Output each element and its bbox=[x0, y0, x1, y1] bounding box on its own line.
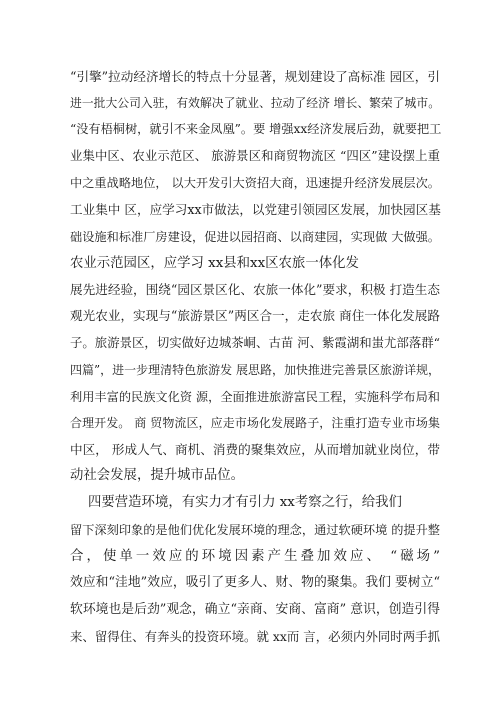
text-line: “引擎”拉动经济增长的特点十分显著，规划建设了高标准 园区，引 bbox=[70, 69, 440, 84]
text-line: “没有梧桐树，就引不来金凤凰”。要 增强xx经济发展后劲，就要把工 bbox=[70, 122, 442, 136]
text-line: 软环境也是后劲”观念，确立“亲商、安商、富商” 意识，创造引得 bbox=[70, 602, 440, 617]
text-line: 展先进经验，围绕“园区景区化、农旅一体化”要求，积极 打造生态 bbox=[70, 282, 440, 297]
text-line: 来、留得住、有奔头的投资环境。就 xx而 言，必须内外同时两手抓 bbox=[70, 629, 440, 644]
text-line: 动社会发展，提升城市品位。 bbox=[70, 468, 245, 483]
text-line: 效应和“洼地”效应，吸引了更多人、财、物的聚集。我们 要树立“ bbox=[70, 575, 440, 590]
text-line: 利用丰富的民族文化资 源，全面推进旅游富民工程，实施科学布局和 bbox=[70, 390, 440, 404]
text-line: 四篇”，进一步理清特色旅游发 展思路，加快推进完善景区旅游详规， bbox=[70, 363, 440, 377]
text-line: 观光农业，实现与“旅游景区”两区合一，走农旅 商住一体化发展路 bbox=[70, 308, 440, 323]
text-line: 工业集中 区，应学习xx市做法，以党建引领园区发展，加快园区基 bbox=[70, 202, 441, 217]
text-line: 合理开发。 商 贸物流区，应走市场化发展路子，注重打造专业市场集 bbox=[70, 416, 440, 430]
text-line: 留下深刻印象的是他们优化发展环境的理念，通过软硬环境 的提升整 bbox=[70, 523, 440, 537]
text-line: 进一批大公司入驻，有效解决了就业、拉动了经济 增长、繁荣了城市。 bbox=[70, 96, 440, 110]
text-line: 业集中区、农业示范区、 旅游景区和商贸物流区 “四区”建设摆上重 bbox=[70, 148, 440, 163]
text-line: 四要营造环境，有实力才有引力 xx考察之行，给我们 bbox=[88, 495, 402, 510]
text-line: 础设施和标准厂房建设，促进以园招商、以商建园，实现做 大做强。 bbox=[70, 230, 440, 244]
text-line: 农业示范园区，应学习 xx县和xx区农旅一体化发 bbox=[70, 256, 359, 271]
text-line: 子。旅游景区，切实做好边城茶峒、古苗 河、紫霞湖和蚩尤部落群“ bbox=[70, 335, 440, 350]
text-line: 中之重战略地位， 以大开发引大资招大商，迅速提升经济发展层次。 bbox=[70, 176, 440, 190]
text-line: 中区， 形成人气、商机、消费的聚集效应，从而增加就业岗位，带 bbox=[70, 442, 440, 457]
text-line: 合，使单一效应的环境因素产生叠加效应、 “磁场” bbox=[70, 549, 440, 564]
